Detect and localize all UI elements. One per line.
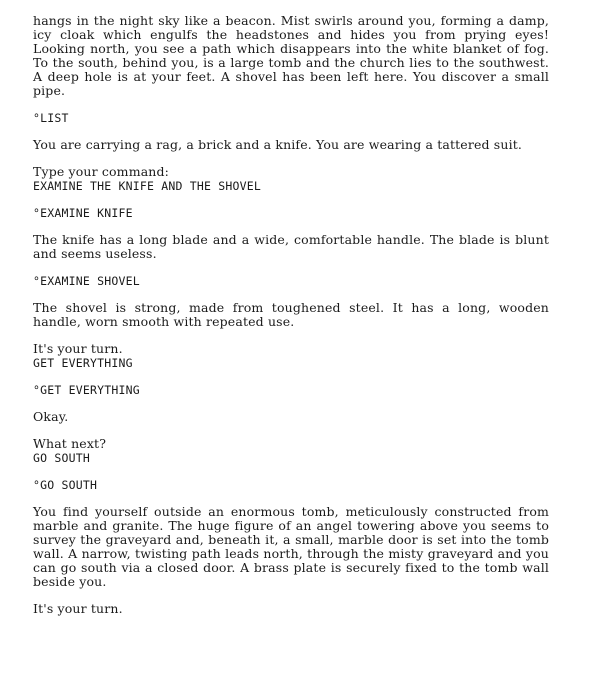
command-echo-go-south: °GO SOUTH <box>33 478 98 492</box>
shovel-description: The shovel is strong, made from toughened steel. It has a long, wooden handle, worn smooth with repeated use. <box>33 300 549 329</box>
command-echo-examine-knife: °EXAMINE KNIFE <box>33 206 133 220</box>
inventory-response: You are carrying a rag, a brick and a knife. You are wearing a tattered suit. <box>33 137 523 152</box>
typed-command: GO SOUTH <box>33 451 90 465</box>
prompt-text: It's your turn. <box>33 341 123 356</box>
command-prompt-1 <box>33 165 549 193</box>
game-transcript <box>33 14 549 629</box>
typed-command: EXAMINE THE KNIFE AND THE SHOVEL <box>33 179 261 193</box>
knife-description: The knife has a long blade and a wide, comfortable handle. The blade is blunt and seems useless. <box>33 232 549 261</box>
prompt-text: What next? <box>33 436 107 451</box>
command-echo-examine-shovel: °EXAMINE SHOVEL <box>33 274 140 288</box>
typed-command: GET EVERYTHING <box>33 356 133 370</box>
prompt-text: Type your command: <box>33 164 170 179</box>
prompt-text: It's your turn. <box>33 601 123 616</box>
command-prompt-4[interactable] <box>33 602 549 616</box>
room-description-tomb: You find yourself outside an enormous tomb, meticulously constructed from marble and granite. The huge figure of an angel towering above you seems to survey the graveyard and, beneath it, a small, marble door is set into the tomb wall. A narrow, twisting path leads north, through the misty graveyard and you can go south via a closed door. A brass plate is securely fixed to the tomb wall beside you. <box>33 504 549 589</box>
command-prompt-3 <box>33 437 549 465</box>
okay-response: Okay. <box>33 409 69 424</box>
command-prompt-2 <box>33 342 549 370</box>
room-description-graveyard: hangs in the night sky like a beacon. Mist swirls around you, forming a damp, icy cloak which engulfs the headstones and hides you from prying eyes! Looking north, you see a path which disappears into the white blanket of fog. To the south, behind you, is a large tomb and the church lies to the southwest. A deep hole is at your feet. A shovel has been left here. You discover a small pipe. <box>33 13 549 98</box>
command-echo-get-everything: °GET EVERYTHING <box>33 383 140 397</box>
command-echo-list: °LIST <box>33 111 69 125</box>
